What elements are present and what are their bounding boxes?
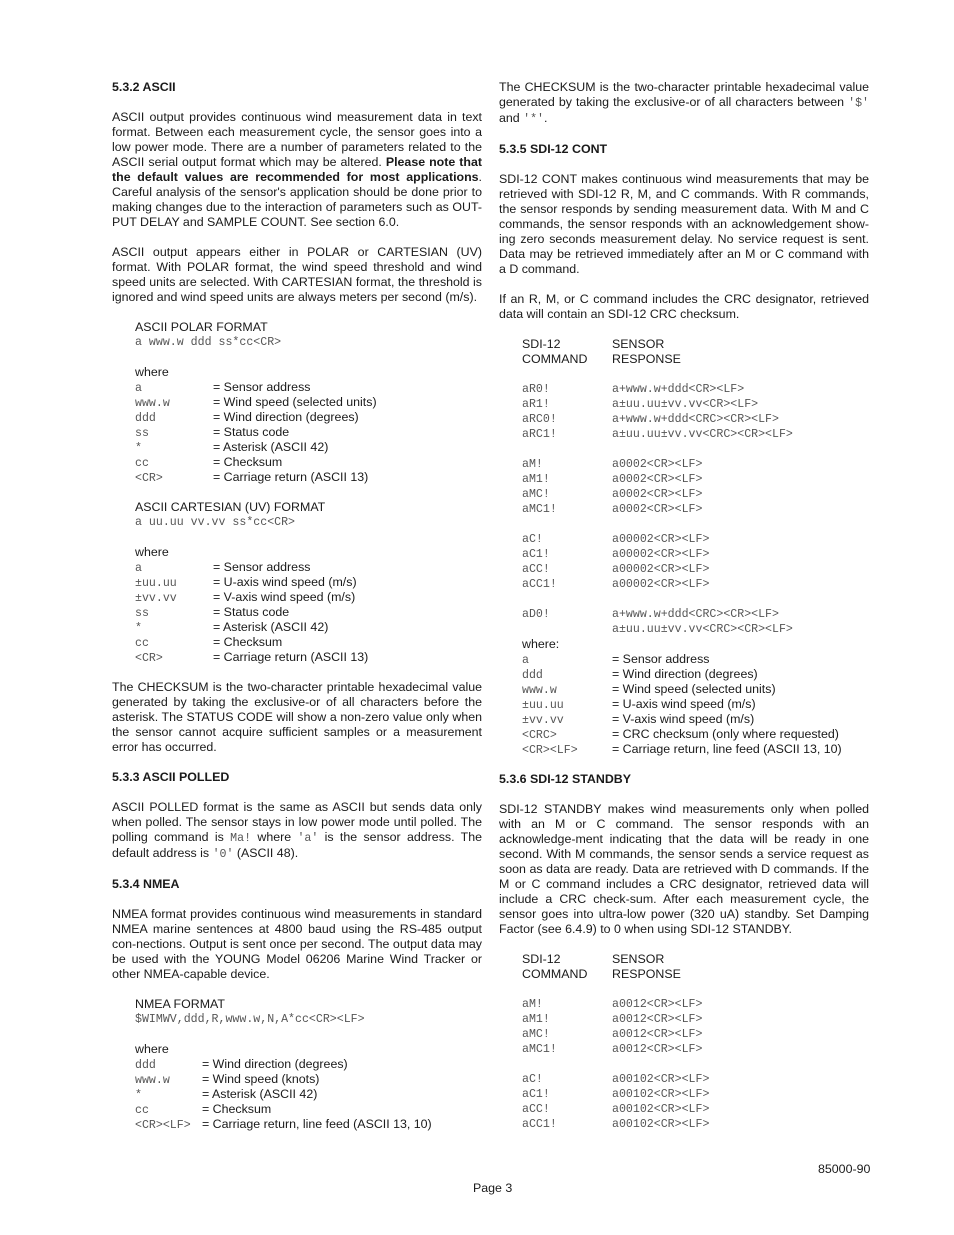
definition-symbol: www.w <box>135 1074 170 1087</box>
cartesian-definitions <box>135 560 482 665</box>
table-header <box>522 337 869 367</box>
definition-symbol: * <box>135 442 142 455</box>
definition-symbol: ddd <box>135 1059 156 1072</box>
definition-text: = Asterisk (ASCII 42) <box>213 620 329 634</box>
command-cell: aD0! <box>522 608 550 621</box>
where-label: where: <box>522 637 560 651</box>
response-cell: a0002<CR><LF> <box>612 458 703 471</box>
command-cell: aR0! <box>522 383 550 396</box>
header-cell: RESPONSE <box>612 352 681 366</box>
command-cell: aCC! <box>522 563 550 576</box>
sdi12-cont-paragraph: SDI-12 CONT makes continuous wind measurements that may be retrieved with SDI-12 R, M, and C commands. With R commands, the sensor responds by sending measurement data. With M and C commands, the sensor responds with an acknowledgement show-ing zero seconds measurement delay. No service request is sent. Data may be retrieved immediately after an M or C command with a D command. <box>499 172 869 276</box>
command-row <box>522 457 869 472</box>
command-cell: aMC! <box>522 488 550 501</box>
page-number: Page 3 <box>473 1181 513 1195</box>
command-cell: aM1! <box>522 473 550 486</box>
nmea-definitions <box>135 1057 482 1132</box>
definition-text: = Checksum <box>213 455 283 469</box>
command-cell: aCC1! <box>522 1118 557 1131</box>
where-label: where <box>135 365 169 379</box>
command-row <box>522 382 869 397</box>
header-cell: SDI-12 <box>522 952 561 966</box>
section-heading-ascii: 5.3.2 ASCII <box>112 80 176 94</box>
sdi12-definitions <box>522 652 869 757</box>
definition-text: = Checksum <box>202 1102 272 1116</box>
command-row <box>522 622 869 637</box>
response-cell: a0002<CR><LF> <box>612 488 703 501</box>
definition-symbol: ±uu.uu <box>135 577 177 590</box>
ascii-polar-block <box>135 320 482 680</box>
definition-row <box>522 697 869 712</box>
command-cell: aMC1! <box>522 1043 557 1056</box>
response-cell: a0002<CR><LF> <box>612 503 703 516</box>
response-cell: a00002<CR><LF> <box>612 578 710 591</box>
left-column <box>112 80 482 1132</box>
definition-row <box>522 712 869 727</box>
header-cell: RESPONSE <box>612 967 681 981</box>
command-cell: aMC1! <box>522 503 557 516</box>
sdi12-standby-table <box>522 952 869 1132</box>
definition-symbol: www.w <box>522 684 557 697</box>
definition-text: = Carriage return (ASCII 13) <box>213 650 369 664</box>
code-inline: '0' <box>212 848 234 861</box>
response-cell: a±uu.uu±vv.vv<CRC><CR><LF> <box>612 428 793 441</box>
definition-text: = Sensor address <box>612 652 710 666</box>
text-run: ASCII output provides continuous wind measurement data in text format. Between each measurement cycle, the sensor goes into a low power mode. There are a number of parameters related to the ASCII serial output format which may be altered. <box>112 110 482 169</box>
definition-symbol: cc <box>135 1104 149 1117</box>
definition-symbol: a <box>522 654 529 667</box>
definition-symbol: <CR><LF> <box>522 744 578 757</box>
code-inline: '*' <box>523 113 544 126</box>
header-cell: COMMAND <box>522 352 588 366</box>
command-row <box>522 1102 869 1117</box>
response-cell: a+www.w+ddd<CRC><CR><LF> <box>612 608 779 621</box>
response-cell: a0012<CR><LF> <box>612 998 703 1011</box>
definition-row <box>522 682 869 697</box>
command-row <box>522 412 869 427</box>
header-cell: SDI-12 <box>522 337 561 351</box>
text-run: . <box>544 111 548 125</box>
text-run: is the sensor address. The default address is <box>112 830 482 860</box>
section-heading-sdi12-cont: 5.3.5 SDI-12 CONT <box>499 142 608 156</box>
definition-symbol: ±uu.uu <box>522 699 564 712</box>
definition-symbol: ddd <box>135 412 156 425</box>
definition-text: = CRC checksum (only where requested) <box>612 727 839 741</box>
command-row <box>522 427 869 442</box>
definition-row <box>135 1087 482 1102</box>
definition-text: = U-axis wind speed (m/s) <box>213 575 357 589</box>
command-row <box>522 547 869 562</box>
definition-row <box>135 650 482 665</box>
response-cell: a00102<CR><LF> <box>612 1088 710 1101</box>
sdi12-standby-paragraph: SDI-12 STANDBY makes wind measurements only when polled with an M or C command. The sensor responds with an acknowledge-ment indicating that the data will be ready in one second. With M commands, the sensor sends a service request as soon as data are ready. Data are retrieved with D commands. If the M or C command includes a CRC designator, retrieved data will include a CRC check-sum. After each measurement cycle, the sensor goes into ultra-low power (320 uA) standby. Set Damping Factor (see 6.4.9) to 0 when using SDI-12 STANDBY. <box>499 802 869 936</box>
definition-text: = Carriage return (ASCII 13) <box>213 470 369 484</box>
definition-text: = Sensor address <box>213 560 311 574</box>
definition-symbol: * <box>135 1089 142 1102</box>
polar-format-string: a www.w ddd ss*cc<CR> <box>135 336 282 349</box>
polar-format-title: ASCII POLAR FORMAT <box>135 320 268 334</box>
checksum-paragraph: The CHECKSUM is the two-character printable hexadecimal value generated by taking the exclusive-or of all characters before the asterisk. The STATUS CODE will show a non-zero value only when the sensor cannot acquire sufficient samples or a measurement error has occurred. <box>112 680 482 754</box>
response-cell: a00102<CR><LF> <box>612 1103 710 1116</box>
nmea-format-title: NMEA FORMAT <box>135 997 225 1011</box>
definition-symbol: cc <box>135 457 149 470</box>
definition-symbol: ±vv.vv <box>522 714 564 727</box>
command-row <box>522 1042 869 1057</box>
response-cell: a0012<CR><LF> <box>612 1013 703 1026</box>
definition-text: = Wind direction (degrees) <box>612 667 758 681</box>
where-label: where <box>135 545 169 559</box>
definition-row <box>135 560 482 575</box>
response-cell: a+www.w+ddd<CRC><CR><LF> <box>612 413 779 426</box>
command-cell: aMC! <box>522 1028 550 1041</box>
definition-row <box>135 590 482 605</box>
response-cell: a00002<CR><LF> <box>612 548 710 561</box>
command-row <box>522 397 869 412</box>
emphasis-note: Please note that the default values are recommended for most applications <box>112 155 482 184</box>
command-row <box>522 562 869 577</box>
response-cell: a+www.w+ddd<CR><LF> <box>612 383 745 396</box>
definition-row <box>135 1072 482 1087</box>
definition-text: = V-axis wind speed (m/s) <box>213 590 356 604</box>
ascii-polled-paragraph <box>112 800 482 862</box>
definition-row <box>135 380 482 395</box>
definition-text: = Carriage return, line feed (ASCII 13, 10) <box>202 1117 432 1131</box>
response-cell: a±uu.uu±vv.vv<CRC><CR><LF> <box>612 623 793 636</box>
definition-row <box>135 1057 482 1072</box>
definition-row <box>522 727 869 742</box>
definition-text: = Sensor address <box>213 380 311 394</box>
definition-symbol: <CR><LF> <box>135 1119 191 1132</box>
command-row <box>522 1117 869 1132</box>
command-row <box>522 1087 869 1102</box>
ascii-intro-paragraph <box>112 110 482 230</box>
table-header <box>522 952 869 982</box>
where-label: where <box>135 1042 169 1056</box>
text-run: where <box>251 830 298 844</box>
command-cell: aC! <box>522 1073 543 1086</box>
command-groups <box>522 382 869 637</box>
definition-symbol: * <box>135 622 142 635</box>
document-number: 85000-90 <box>818 1162 871 1176</box>
command-row <box>522 1072 869 1087</box>
response-cell: a00002<CR><LF> <box>612 563 710 576</box>
command-cell: aR1! <box>522 398 550 411</box>
definition-text: = Asterisk (ASCII 42) <box>202 1087 318 1101</box>
command-row <box>522 1027 869 1042</box>
definition-symbol: a <box>135 562 142 575</box>
section-heading-ascii-polled: 5.3.3 ASCII POLLED <box>112 770 230 784</box>
section-heading-nmea: 5.3.4 NMEA <box>112 877 180 891</box>
definition-row <box>135 455 482 470</box>
command-row <box>522 1012 869 1027</box>
polar-definitions <box>135 380 482 485</box>
definition-row <box>135 470 482 485</box>
right-column <box>499 80 869 1132</box>
response-cell: a0002<CR><LF> <box>612 473 703 486</box>
sdi12-crc-paragraph: If an R, M, or C command includes the CRC designator, retrieved data will contain an SDI-12 CRC checksum. <box>499 292 869 321</box>
ascii-format-paragraph: ASCII output appears either in POLAR or CARTESIAN (UV) format. With POLAR format, the wind speed threshold and wind speed units are selected. With CARTESIAN format, the threshold is ignored and wind speed units are always meters per second (m/s). <box>112 245 482 304</box>
command-groups <box>522 997 869 1132</box>
text-run: and <box>499 111 524 125</box>
command-row <box>522 577 869 592</box>
definition-symbol: ddd <box>522 669 543 682</box>
code-inline: '$' <box>848 97 869 110</box>
definition-symbol: ss <box>135 607 149 620</box>
definition-symbol: www.w <box>135 397 170 410</box>
response-cell: a±uu.uu±vv.vv<CR><LF> <box>612 398 759 411</box>
cartesian-format-string: a uu.uu vv.vv ss*cc<CR> <box>135 516 296 529</box>
definition-text: = Wind direction (degrees) <box>202 1057 348 1071</box>
response-cell: a00102<CR><LF> <box>612 1118 710 1131</box>
command-cell: aC! <box>522 533 543 546</box>
definition-row <box>135 395 482 410</box>
response-cell: a0012<CR><LF> <box>612 1043 703 1056</box>
section-heading-sdi12-standby: 5.3.6 SDI-12 STANDBY <box>499 772 631 786</box>
definition-symbol: a <box>135 382 142 395</box>
response-cell: a00002<CR><LF> <box>612 533 710 546</box>
command-cell: aM! <box>522 458 543 471</box>
definition-row <box>135 635 482 650</box>
definition-text: = Status code <box>213 425 290 439</box>
nmea-format-block <box>135 997 482 1132</box>
definition-symbol: <CRC> <box>522 729 557 742</box>
command-cell: aRC0! <box>522 413 557 426</box>
definition-text: = Wind speed (knots) <box>202 1072 320 1086</box>
definition-row <box>522 742 869 757</box>
checksum-continued-paragraph <box>499 80 869 127</box>
command-row <box>522 472 869 487</box>
command-cell: aRC1! <box>522 428 557 441</box>
definition-row <box>135 605 482 620</box>
definition-text: = Wind direction (degrees) <box>213 410 359 424</box>
command-row <box>522 607 869 622</box>
sdi12-cont-table <box>522 337 869 772</box>
definition-text: = Checksum <box>213 635 283 649</box>
response-cell: a00102<CR><LF> <box>612 1073 710 1086</box>
command-cell: aCC! <box>522 1103 550 1116</box>
cartesian-format-title: ASCII CARTESIAN (UV) FORMAT <box>135 500 326 514</box>
definition-text: = Carriage return, line feed (ASCII 13, 10) <box>612 742 842 756</box>
definition-row <box>135 410 482 425</box>
command-cell: aC1! <box>522 548 550 561</box>
text-run: The CHECKSUM is the two-character printable hexadecimal value generated by taking the exclusive-or of all characters between <box>499 80 869 109</box>
response-cell: a0012<CR><LF> <box>612 1028 703 1041</box>
text-run: ASCII POLLED format is the same as ASCII but sends data only when polled. The sensor stays in low power mode until polled. The polling command is <box>112 800 482 844</box>
header-cell: SENSOR <box>612 337 665 351</box>
definition-row <box>522 667 869 682</box>
command-row <box>522 532 869 547</box>
command-cell: aM1! <box>522 1013 550 1026</box>
definition-symbol: ±vv.vv <box>135 592 177 605</box>
definition-row <box>135 1117 482 1132</box>
code-inline: 'a' <box>297 832 319 845</box>
command-row <box>522 502 869 517</box>
definition-symbol: <CR> <box>135 472 163 485</box>
definition-symbol: cc <box>135 637 149 650</box>
text-run: . Careful analysis of the sensor's application should be done prior to making changes due to the interaction of parameters such as OUT-PUT DELAY and SAMPLE COUNT. See section 6.0. <box>112 170 482 229</box>
command-row <box>522 487 869 502</box>
definition-row <box>522 652 869 667</box>
definition-row <box>135 620 482 635</box>
header-cell: COMMAND <box>522 967 588 981</box>
definition-symbol: <CR> <box>135 652 163 665</box>
definition-text: = U-axis wind speed (m/s) <box>612 697 756 711</box>
code-inline: Ma! <box>230 832 252 845</box>
definition-symbol: ss <box>135 427 149 440</box>
definition-text: = Asterisk (ASCII 42) <box>213 440 329 454</box>
text-run: (ASCII 48). <box>233 846 299 860</box>
definition-row <box>135 440 482 455</box>
header-cell: SENSOR <box>612 952 665 966</box>
definition-row <box>135 425 482 440</box>
command-cell: aM! <box>522 998 543 1011</box>
nmea-format-string: $WIMWV,ddd,R,www.w,N,A*cc<CR><LF> <box>135 1013 365 1026</box>
definition-text: = Wind speed (selected units) <box>213 395 377 409</box>
command-row <box>522 997 869 1012</box>
definition-text: = Wind speed (selected units) <box>612 682 776 696</box>
definition-text: = Status code <box>213 605 290 619</box>
command-cell: aC1! <box>522 1088 550 1101</box>
definition-text: = V-axis wind speed (m/s) <box>612 712 755 726</box>
command-cell: aCC1! <box>522 578 557 591</box>
definition-row <box>135 575 482 590</box>
definition-row <box>135 1102 482 1117</box>
nmea-paragraph: NMEA format provides continuous wind measurements in standard NMEA marine sentences at 4800 baud using the RS-485 output con-nections. Output is sent once per second. The output data may be used with the YOUNG Model 06206 Marine Wind Tracker or other NMEA-capable device. <box>112 907 482 981</box>
